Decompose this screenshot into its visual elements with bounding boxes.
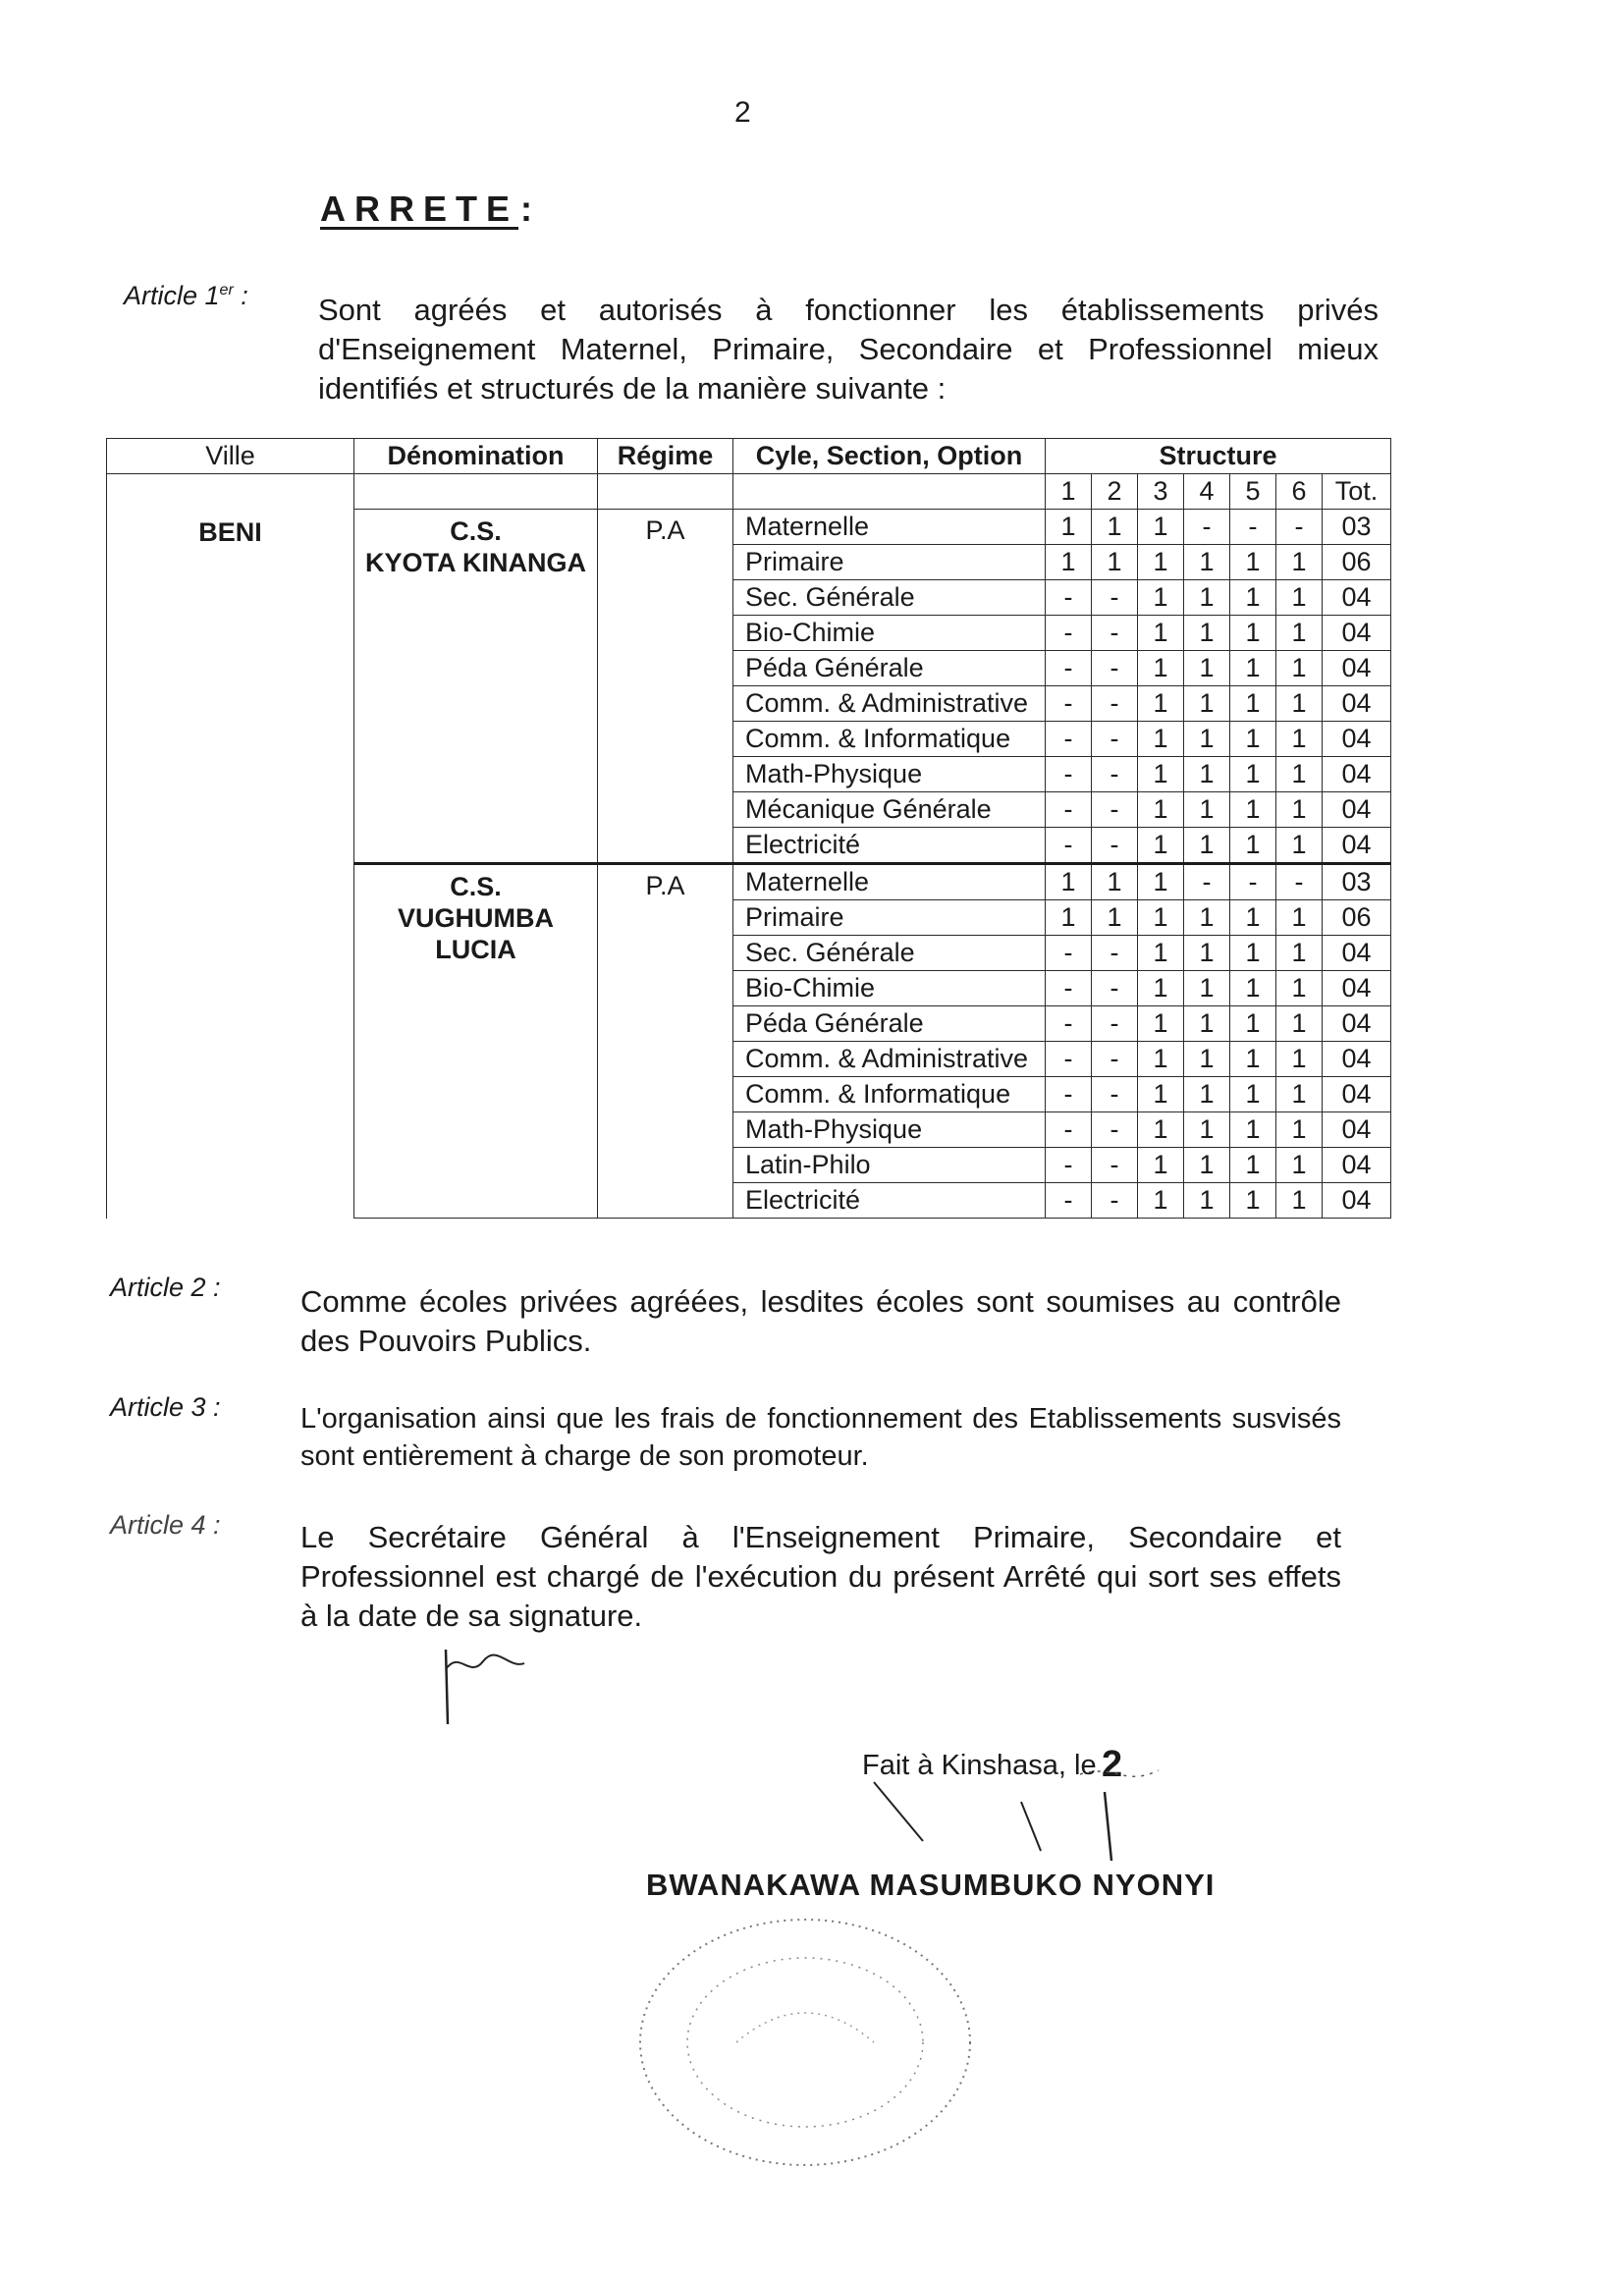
- option-cell: Comm. & Informatique: [733, 722, 1046, 757]
- structure-cell: 1: [1138, 510, 1184, 545]
- structure-cell: -: [1046, 722, 1092, 757]
- structure-cell: 1: [1184, 792, 1230, 828]
- structure-cell: -: [1230, 510, 1276, 545]
- structure-cell: -: [1092, 1042, 1138, 1077]
- header-option: Cyle, Section, Option: [733, 439, 1046, 474]
- structure-cell: 1: [1230, 580, 1276, 616]
- structure-cell: 1: [1230, 1042, 1276, 1077]
- structure-cell: 1: [1046, 900, 1092, 936]
- structure-cell: -: [1092, 686, 1138, 722]
- option-cell: Maternelle: [733, 510, 1046, 545]
- total-cell: 04: [1323, 757, 1391, 792]
- option-cell: Sec. Générale: [733, 936, 1046, 971]
- structure-cell: 1: [1184, 1112, 1230, 1148]
- structure-cell: 1: [1138, 900, 1184, 936]
- structure-cell: -: [1046, 651, 1092, 686]
- structure-cell: 1: [1230, 828, 1276, 864]
- structure-col-header: 3: [1138, 474, 1184, 510]
- school-name-line: VUGHUMBA: [398, 903, 554, 933]
- structure-cell: 1: [1184, 936, 1230, 971]
- option-cell: Electricité: [733, 1183, 1046, 1219]
- option-cell: Latin-Philo: [733, 1148, 1046, 1183]
- total-cell: 03: [1323, 510, 1391, 545]
- structure-cell: -: [1046, 686, 1092, 722]
- option-cell: Primaire: [733, 900, 1046, 936]
- total-cell: 06: [1323, 900, 1391, 936]
- structure-cell: 1: [1184, 1042, 1230, 1077]
- decree-title: [320, 189, 541, 230]
- total-cell: 04: [1323, 616, 1391, 651]
- structure-table: [106, 438, 1391, 1219]
- structure-cell: 1: [1046, 864, 1092, 900]
- total-cell: 04: [1323, 792, 1391, 828]
- total-cell: 04: [1323, 686, 1391, 722]
- structure-cell: -: [1046, 1006, 1092, 1042]
- structure-cell: 1: [1184, 1077, 1230, 1112]
- structure-cell: 1: [1138, 864, 1184, 900]
- structure-cell: 1: [1184, 722, 1230, 757]
- structure-cell: 1: [1230, 651, 1276, 686]
- article-1-text: Sont agréés et autorisés à fonctionner les établissements privés d'Enseignement Maternel, Primaire, Secondaire et Professionnel mieux identifiés et structurés de la manière suivante :: [318, 293, 1379, 406]
- decree-title-colon: :: [520, 189, 542, 229]
- option-cell: Bio-Chimie: [733, 971, 1046, 1006]
- school-name-line: KYOTA KINANGA: [365, 548, 586, 577]
- header-denomination: Dénomination: [354, 439, 598, 474]
- structure-cell: 1: [1138, 936, 1184, 971]
- structure-cell: -: [1046, 757, 1092, 792]
- total-cell: 04: [1323, 580, 1391, 616]
- regime-cell: P.A: [598, 864, 733, 1219]
- structure-cell: 1: [1184, 580, 1230, 616]
- option-cell: Primaire: [733, 545, 1046, 580]
- option-cell: Comm. & Administrative: [733, 686, 1046, 722]
- structure-cell: -: [1046, 580, 1092, 616]
- option-cell: Péda Générale: [733, 1006, 1046, 1042]
- structure-cell: 1: [1276, 580, 1323, 616]
- structure-cell: -: [1092, 1112, 1138, 1148]
- structure-cell: -: [1046, 1077, 1092, 1112]
- structure-cell: 1: [1276, 757, 1323, 792]
- closing-place: Fait à Kinshasa, le: [862, 1750, 1097, 1781]
- structure-cell: 1: [1184, 686, 1230, 722]
- school-name-line: LUCIA: [435, 935, 516, 964]
- structure-cell: 1: [1184, 545, 1230, 580]
- structure-cell: 1: [1230, 936, 1276, 971]
- structure-cell: 1: [1276, 1112, 1323, 1148]
- structure-cell: 1: [1230, 1112, 1276, 1148]
- structure-col-header: 2: [1092, 474, 1138, 510]
- structure-cell: 1: [1138, 971, 1184, 1006]
- total-cell: 04: [1323, 1148, 1391, 1183]
- structure-cell: 1: [1092, 900, 1138, 936]
- total-cell: 04: [1323, 1183, 1391, 1219]
- structure-cell: 1: [1230, 757, 1276, 792]
- structure-cell: 1: [1184, 651, 1230, 686]
- structure-cell: 1: [1138, 1112, 1184, 1148]
- option-cell: Mécanique Générale: [733, 792, 1046, 828]
- structure-cell: -: [1184, 510, 1230, 545]
- option-cell: Comm. & Informatique: [733, 1077, 1046, 1112]
- article-2-text: Comme écoles privées agréées, lesdites écoles sont soumises au contrôle des Pouvoirs Publics.: [300, 1284, 1341, 1358]
- structure-cell: 1: [1184, 1148, 1230, 1183]
- header-structure: Structure: [1046, 439, 1391, 474]
- structure-col-header: 6: [1276, 474, 1323, 510]
- school-name-cell: [354, 864, 598, 1219]
- structure-cell: -: [1184, 864, 1230, 900]
- structure-cell: 1: [1138, 686, 1184, 722]
- total-cell: 04: [1323, 651, 1391, 686]
- article-2-label: Article 2 :: [110, 1273, 221, 1302]
- total-cell: 04: [1323, 971, 1391, 1006]
- structure-cell: -: [1046, 616, 1092, 651]
- total-cell: 04: [1323, 1042, 1391, 1077]
- structure-cell: 1: [1230, 545, 1276, 580]
- structure-cell: -: [1046, 971, 1092, 1006]
- structure-cell: 1: [1230, 792, 1276, 828]
- structure-cell: 1: [1046, 510, 1092, 545]
- structure-cell: 1: [1276, 686, 1323, 722]
- structure-cell: 1: [1276, 545, 1323, 580]
- structure-cell: 1: [1276, 1148, 1323, 1183]
- structure-cell: 1: [1230, 686, 1276, 722]
- structure-cell: -: [1092, 971, 1138, 1006]
- total-cell: 04: [1323, 1112, 1391, 1148]
- structure-cell: -: [1092, 828, 1138, 864]
- structure-col-header: Tot.: [1323, 474, 1391, 510]
- structure-cell: 1: [1138, 757, 1184, 792]
- decree-title-text: ARRETE: [320, 189, 519, 229]
- structure-cell: 1: [1046, 545, 1092, 580]
- structure-cell: 1: [1276, 1042, 1323, 1077]
- structure-cell: 1: [1230, 722, 1276, 757]
- structure-cell: -: [1092, 651, 1138, 686]
- option-cell: Comm. & Administrative: [733, 1042, 1046, 1077]
- school-name-line: C.S.: [450, 516, 502, 546]
- structure-cell: 1: [1138, 1006, 1184, 1042]
- structure-cell: -: [1092, 936, 1138, 971]
- structure-cell: 1: [1092, 510, 1138, 545]
- total-cell: 04: [1323, 828, 1391, 864]
- structure-cell: 1: [1138, 616, 1184, 651]
- structure-cell: 1: [1138, 792, 1184, 828]
- school-name-cell: [354, 510, 598, 864]
- structure-cell: 1: [1184, 900, 1230, 936]
- regime-cell: P.A: [598, 510, 733, 864]
- page-number: 2: [734, 96, 751, 129]
- closing-date: 2: [1102, 1744, 1123, 1785]
- structure-cell: 1: [1184, 616, 1230, 651]
- structure-cell: 1: [1276, 616, 1323, 651]
- structure-cell: 1: [1138, 1148, 1184, 1183]
- structure-cell: -: [1092, 1077, 1138, 1112]
- article-1-label-prefix: Article 1: [124, 281, 220, 310]
- structure-cell: 1: [1276, 1077, 1323, 1112]
- structure-col-header: 1: [1046, 474, 1092, 510]
- article-1-label-sup: er: [219, 282, 234, 298]
- structure-cell: -: [1092, 757, 1138, 792]
- signature-icon: [854, 1762, 1168, 1880]
- structure-cell: 1: [1138, 1077, 1184, 1112]
- blank-cell: [107, 474, 354, 510]
- blank-cell: [354, 474, 598, 510]
- article-4-label: Article 4 :: [110, 1510, 221, 1540]
- total-cell: 04: [1323, 722, 1391, 757]
- blank-cell: [598, 474, 733, 510]
- structure-cell: -: [1092, 722, 1138, 757]
- structure-cell: -: [1230, 864, 1276, 900]
- structure-cell: 1: [1138, 722, 1184, 757]
- structure-cell: 1: [1138, 580, 1184, 616]
- total-cell: 03: [1323, 864, 1391, 900]
- structure-col-header: 4: [1184, 474, 1230, 510]
- structure-cell: 1: [1276, 1006, 1323, 1042]
- school-name-line: C.S.: [450, 872, 502, 901]
- header-ville: Ville: [107, 439, 354, 474]
- structure-cell: 1: [1230, 971, 1276, 1006]
- structure-cell: 1: [1184, 757, 1230, 792]
- structure-cell: -: [1092, 580, 1138, 616]
- structure-cell: 1: [1092, 864, 1138, 900]
- structure-cell: 1: [1138, 828, 1184, 864]
- article-1-label-suffix: :: [233, 281, 248, 310]
- total-cell: 04: [1323, 1077, 1391, 1112]
- structure-cell: 1: [1230, 1006, 1276, 1042]
- structure-cell: 1: [1276, 1183, 1323, 1219]
- signatory-name: BWANAKAWA MASUMBUKO NYONYI: [646, 1868, 1216, 1902]
- structure-cell: 1: [1276, 792, 1323, 828]
- option-cell: Maternelle: [733, 864, 1046, 900]
- option-cell: Sec. Générale: [733, 580, 1046, 616]
- structure-cell: 1: [1276, 828, 1323, 864]
- table-row: [107, 510, 1391, 545]
- structure-cell: -: [1092, 1148, 1138, 1183]
- option-cell: Péda Générale: [733, 651, 1046, 686]
- structure-cell: -: [1276, 864, 1323, 900]
- option-cell: Math-Physique: [733, 757, 1046, 792]
- structure-cell: 1: [1230, 1183, 1276, 1219]
- table-header-row: [107, 439, 1391, 474]
- article-1-label: [124, 281, 248, 311]
- structure-cell: -: [1092, 792, 1138, 828]
- structure-cell: -: [1092, 1006, 1138, 1042]
- stamp-seal-icon: [619, 1895, 992, 2180]
- structure-cell: 1: [1276, 971, 1323, 1006]
- structure-cell: 1: [1230, 900, 1276, 936]
- structure-cell: -: [1046, 1183, 1092, 1219]
- structure-cell: 1: [1138, 651, 1184, 686]
- total-cell: 06: [1323, 545, 1391, 580]
- structure-subheader-row: [107, 474, 1391, 510]
- option-cell: Math-Physique: [733, 1112, 1046, 1148]
- option-cell: Bio-Chimie: [733, 616, 1046, 651]
- ville-name: BENI: [198, 516, 262, 547]
- structure-cell: 1: [1230, 1077, 1276, 1112]
- structure-cell: -: [1092, 1183, 1138, 1219]
- structure-cell: 1: [1276, 936, 1323, 971]
- structure-cell: 1: [1184, 971, 1230, 1006]
- total-cell: 04: [1323, 936, 1391, 971]
- ville-cell: [107, 510, 354, 1219]
- structure-cell: 1: [1184, 828, 1230, 864]
- article-3-text: L'organisation ainsi que les frais de fonctionnement des Etablissements susvisés sont entièrement à charge de son promoteur.: [300, 1403, 1341, 1472]
- option-cell: Electricité: [733, 828, 1046, 864]
- structure-cell: -: [1092, 616, 1138, 651]
- structure-col-header: 5: [1230, 474, 1276, 510]
- article-4-text: Le Secrétaire Général à l'Enseignement Primaire, Secondaire et Professionnel est chargé de l'exécution du présent Arrêté qui sort ses effets à la date de sa signature.: [300, 1520, 1341, 1633]
- structure-cell: -: [1046, 1148, 1092, 1183]
- structure-cell: 1: [1276, 651, 1323, 686]
- structure-cell: 1: [1138, 1183, 1184, 1219]
- structure-cell: 1: [1184, 1183, 1230, 1219]
- structure-cell: -: [1046, 828, 1092, 864]
- structure-cell: -: [1046, 792, 1092, 828]
- structure-cell: 1: [1230, 1148, 1276, 1183]
- structure-cell: 1: [1092, 545, 1138, 580]
- structure-cell: 1: [1184, 1006, 1230, 1042]
- structure-cell: 1: [1138, 1042, 1184, 1077]
- article-3-label: Article 3 :: [110, 1392, 221, 1422]
- total-cell: 04: [1323, 1006, 1391, 1042]
- structure-cell: 1: [1276, 900, 1323, 936]
- blank-cell: [733, 474, 1046, 510]
- structure-cell: -: [1046, 936, 1092, 971]
- structure-cell: -: [1046, 1042, 1092, 1077]
- structure-cell: 1: [1138, 545, 1184, 580]
- structure-cell: 1: [1276, 722, 1323, 757]
- paraph-icon: [440, 1640, 528, 1728]
- structure-cell: -: [1276, 510, 1323, 545]
- header-regime: Régime: [598, 439, 733, 474]
- structure-cell: 1: [1230, 616, 1276, 651]
- structure-cell: -: [1046, 1112, 1092, 1148]
